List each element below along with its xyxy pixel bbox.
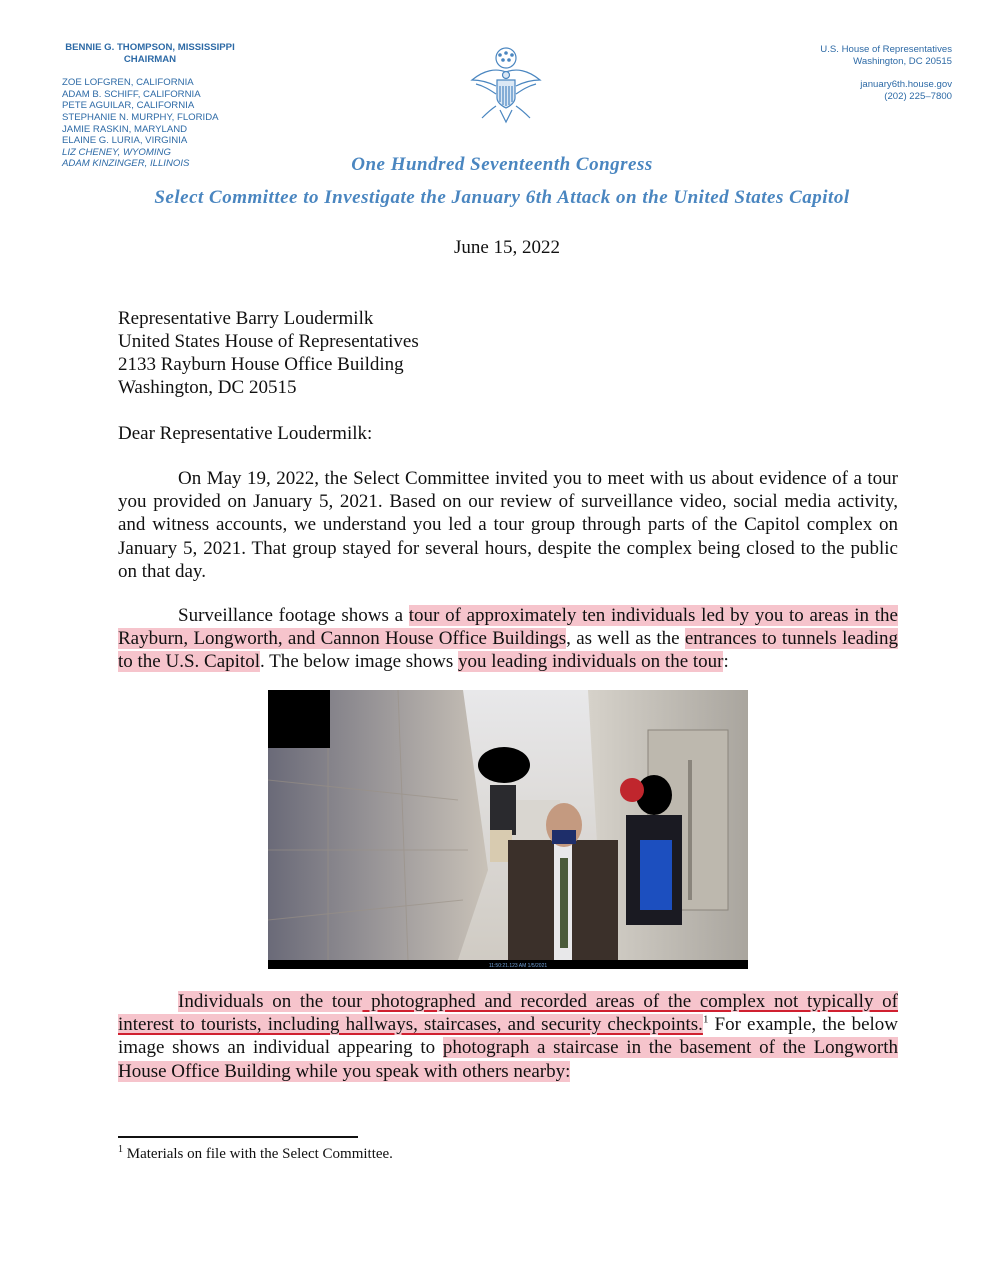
chairman-name: BENNIE G. THOMPSON, MISSISSIPPI (65, 42, 235, 53)
text-run: : (723, 651, 729, 673)
surveillance-photo (268, 690, 748, 969)
committee-address (820, 44, 952, 102)
address-line: U.S. House of Representatives (820, 44, 952, 55)
recipient-address (118, 307, 419, 399)
text-run: For example, the below image shows an individual appearing to (118, 1014, 899, 1059)
recipient-line: 2133 Rayburn House Office Building (118, 354, 404, 375)
recipient-line: Washington, DC 20515 (118, 377, 297, 398)
paragraph-1-text: On May 19, 2022, the Select Committee invited you to meet with us about evidence of a tour you provided on January 5, 2021. Based on our review of surveillance video, social media activity, and witness accounts, we understand you led a tour group through parts of the Capitol complex on January 5, 2021. That group stayed for several hours, despite the complex being closed to the public on that day. (118, 468, 898, 582)
text-run: , as well as the (566, 628, 685, 650)
member-name: PETE AGUILAR, CALIFORNIA (62, 100, 195, 112)
highlighted-text: photograph a staircase in the basement of the Longworth House Office Building while you speak with others nearby: (118, 1037, 899, 1082)
highlighted-text: entrances to tunnels leading to the U.S. Capitol (118, 628, 898, 673)
phone: (202) 225–7800 (884, 90, 952, 102)
website: january6th.house.gov (860, 79, 952, 91)
paragraph-2 (118, 604, 898, 674)
text-run: Surveillance footage shows a (178, 605, 409, 626)
paragraph-3 (118, 990, 898, 1083)
eagle-seal-icon (466, 44, 546, 126)
recipient-line: Representative Barry Loudermilk (118, 308, 374, 329)
member-name: STEPHANIE N. MURPHY, FLORIDA (62, 111, 219, 123)
highlighted-underlined-text: photographed and recorded areas of the complex not typically of interest to tourists, including hallways, staircases, and security checkpoints. (118, 991, 898, 1036)
chairman-title: CHAIRMAN (123, 53, 177, 65)
highlighted-text: Individuals on the tour (178, 991, 363, 1012)
recipient-line: United States House of Representatives (118, 331, 419, 352)
letter-date: June 15, 2022 (453, 237, 561, 258)
salutation: Dear Representative Loudermilk: (118, 423, 373, 444)
member-name: JAMIE RASKIN, MARYLAND (62, 123, 188, 135)
footnote-divider (118, 1136, 358, 1138)
footnote-ref[interactable]: 1 (702, 1013, 709, 1026)
committee-roster (62, 42, 312, 170)
highlighted-text: tour of approximately ten individuals led by you to areas in the Rayburn, Longworth, and Cannon House Office Buildings (118, 605, 898, 650)
footnote-text: Materials on file with the Select Committee. (123, 1146, 393, 1162)
member-name: ADAM KINZINGER, ILLINOIS (62, 158, 190, 170)
member-name: ZOE LOFGREN, CALIFORNIA (62, 77, 194, 89)
text-run: . The below image shows (259, 651, 459, 673)
congress-title: One Hundred Seventeenth Congress (351, 154, 653, 175)
member-name: LIZ CHENEY, WYOMING (62, 146, 171, 158)
address-line: Washington, DC 20515 (853, 55, 952, 67)
footnote-number: 1 (118, 1144, 123, 1155)
chairman-block (62, 42, 238, 65)
highlighted-text: you leading individuals on the tour (458, 651, 724, 673)
member-name: ADAM B. SCHIFF, CALIFORNIA (62, 88, 201, 100)
paragraph-1 (118, 467, 898, 583)
member-name: ELAINE G. LURIA, VIRGINIA (62, 135, 188, 147)
footnote (118, 1146, 393, 1163)
photo-timestamp: 11:50:21.123 AM 1/5/2021 (488, 963, 548, 969)
committee-title: Select Committee to Investigate the January 6th Attack on the United States Capitol (154, 187, 850, 208)
